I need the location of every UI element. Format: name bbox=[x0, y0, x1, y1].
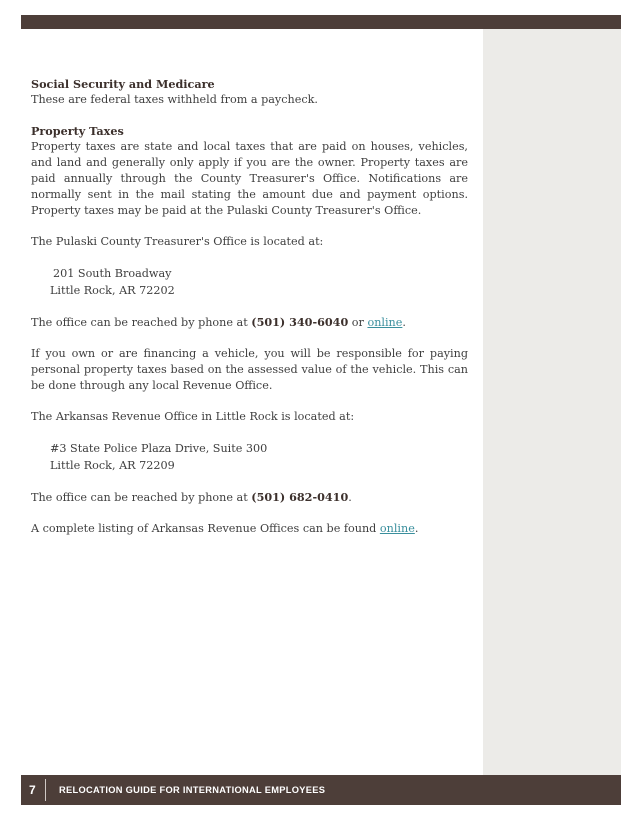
listing-prefix: A complete listing of Arkansas Revenue Offices can be found bbox=[31, 522, 380, 535]
pulaski-phone-mid: or bbox=[348, 316, 368, 329]
arkansas-phone-line bbox=[31, 489, 468, 506]
ssm-heading: Social Security and Medicare bbox=[31, 77, 215, 91]
property-taxes-body: Property taxes are state and local taxes that are paid on houses, vehicles, and land and generally only apply if you are the owner. Property taxes are paid annually through the County Treasurer's Office. Notifications are normally sent in the mail stating the amount due and payment options. Property taxes may be paid at the Pulaski County Treasurer's Office. bbox=[31, 140, 468, 217]
arkansas-address-line1: #3 State Police Plaza Drive, Suite 300 bbox=[50, 442, 268, 455]
footer-bar bbox=[21, 775, 621, 805]
pulaski-phone-number: (501) 340-6040 bbox=[251, 315, 349, 329]
sidebar-panel bbox=[483, 29, 621, 775]
listing-online-link[interactable]: online bbox=[379, 522, 415, 535]
arkansas-phone-suffix: . bbox=[348, 491, 352, 504]
footer-title: RELOCATION GUIDE FOR INTERNATIONAL EMPLOYEES bbox=[59, 785, 326, 795]
footer-divider bbox=[45, 779, 46, 801]
pulaski-phone-line bbox=[31, 314, 468, 331]
header-bar bbox=[21, 15, 621, 29]
page-number: 7 bbox=[29, 783, 36, 797]
listing-line bbox=[31, 521, 468, 537]
pulaski-address-line2: Little Rock, AR 72202 bbox=[50, 284, 175, 297]
pulaski-intro: The Pulaski County Treasurer's Office is located at: bbox=[31, 235, 324, 248]
arkansas-address bbox=[31, 440, 468, 474]
pulaski-address bbox=[31, 265, 468, 299]
pulaski-address-line1: 201 South Broadway bbox=[53, 267, 172, 280]
property-taxes-heading: Property Taxes bbox=[31, 124, 124, 138]
pulaski-phone-prefix: The office can be reached by phone at bbox=[31, 316, 252, 329]
arkansas-address-line2: Little Rock, AR 72209 bbox=[50, 459, 175, 472]
arkansas-phone-number: (501) 682-0410 bbox=[251, 490, 349, 504]
arkansas-phone-prefix: The office can be reached by phone at bbox=[31, 491, 252, 504]
pulaski-online-link[interactable]: online bbox=[367, 316, 403, 329]
pulaski-phone-suffix: . bbox=[402, 316, 406, 329]
arkansas-intro: The Arkansas Revenue Office in Little Rock is located at: bbox=[31, 410, 355, 423]
ssm-body: These are federal taxes withheld from a paycheck. bbox=[31, 93, 318, 106]
main-content bbox=[31, 76, 468, 552]
listing-suffix: . bbox=[414, 522, 419, 535]
vehicle-paragraph: If you own or are financing a vehicle, you will be responsible for paying personal property taxes based on the assessed value of the vehicle. This can be done through any local Revenue Office. bbox=[31, 347, 468, 392]
